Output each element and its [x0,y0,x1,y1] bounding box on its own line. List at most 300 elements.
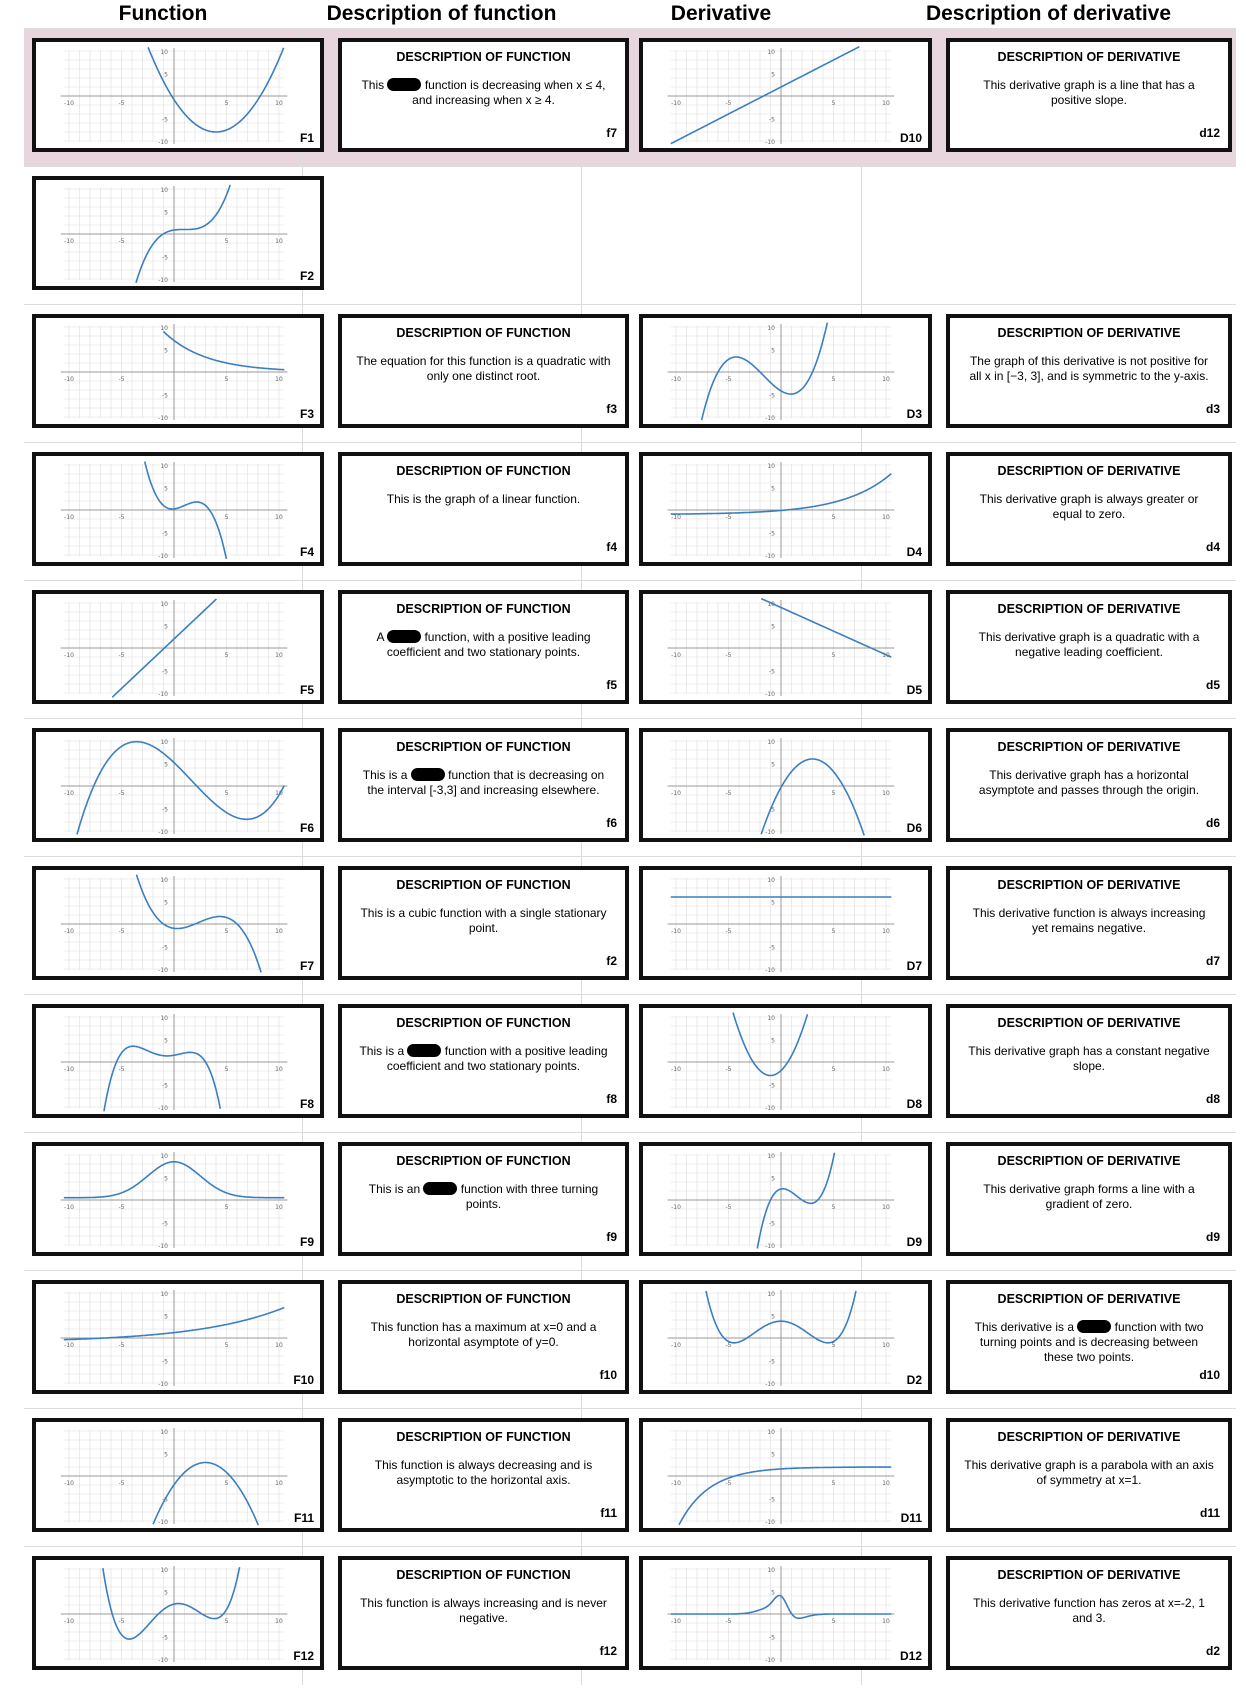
card-label: D12 [899,1649,922,1663]
tick-label: -10 [158,1381,168,1388]
derivative-card[interactable] [639,728,932,842]
card-text: This derivative function is always increasing yet remains negative. [972,906,1206,935]
derivative-card[interactable] [639,452,932,566]
tick-label: -5 [162,254,168,262]
card-label: D3 [906,407,922,421]
card-label: D7 [906,959,922,973]
card-title: DESCRIPTION OF FUNCTION [396,740,571,754]
tick-label: 5 [771,1589,775,1597]
card-text: This is a function with a positive leading coefficient and two stationary points. [359,1044,608,1073]
tick-label: 5 [771,71,775,79]
card-text: The equation for this function is a quadratic with only one distinct root. [356,354,611,383]
card-label: f7 [606,126,617,140]
table-row [24,28,1236,167]
table-row [24,1546,1236,1685]
tick-label: 5 [831,1342,836,1349]
card-label: d9 [1205,1230,1220,1244]
card-label: D4 [906,545,922,559]
tick-label: 5 [224,100,229,107]
card-label: D9 [906,1235,922,1249]
tick-label: 5 [164,761,168,769]
tick-label: -10 [671,376,681,383]
card-label: f9 [606,1230,617,1244]
tick-label: -5 [118,100,125,107]
function-card[interactable] [32,1142,324,1256]
card-label: d8 [1205,1092,1220,1106]
card-title: DESCRIPTION OF FUNCTION [396,1016,571,1030]
tick-label: -10 [64,652,74,659]
card-text: This derivative graph is a parabola with an axis of symmetry at x=1. [964,1458,1214,1487]
card-label: F11 [293,1511,314,1525]
function-graph [54,1288,294,1388]
tick-label: 5 [771,623,775,631]
function-graph [54,1564,294,1664]
derivative-card[interactable] [639,1280,932,1394]
tick-label: -5 [162,1634,168,1642]
function-card[interactable] [32,314,324,428]
derivative-description-card[interactable] [946,866,1232,980]
redaction-mark [411,768,445,781]
function-description-card[interactable] [338,1556,629,1670]
tick-label: 5 [831,100,836,107]
card-title: DESCRIPTION OF FUNCTION [396,1292,571,1306]
derivative-card[interactable] [639,38,932,152]
tick-label: -5 [725,514,732,521]
card-text: This derivative graph is a line that has a positive slope. [983,78,1195,107]
tick-label: -10 [765,1243,775,1250]
tick-label: 5 [164,71,168,79]
card-title: DESCRIPTION OF DERIVATIVE [997,1568,1181,1582]
tick-label: 5 [164,1313,168,1321]
tick-label: -10 [765,139,775,146]
tick-label: -5 [162,530,168,538]
tick-label: 5 [164,347,168,355]
card-label: F1 [299,131,314,145]
card-label: F8 [299,1097,314,1111]
function-graph [54,1426,294,1526]
tick-label: -5 [769,944,775,952]
tick-label: -10 [765,967,775,974]
table-row [24,1270,1236,1409]
tick-label: -10 [765,691,775,698]
function-graph [54,46,294,146]
tick-label: 5 [224,238,229,245]
tick-label: 5 [831,790,836,797]
tick-label: -5 [769,1634,775,1642]
tick-label: -5 [769,530,775,538]
function-description-card[interactable] [338,314,629,428]
card-title: DESCRIPTION OF FUNCTION [396,1430,571,1444]
tick-label: -5 [769,806,775,814]
derivative-description-card[interactable] [946,1280,1232,1394]
tick-label: 5 [831,514,836,521]
tick-label: 5 [771,1175,775,1183]
tick-label: 10 [275,1480,283,1487]
tick-label: 10 [882,1618,890,1625]
function-card[interactable] [32,866,324,980]
card-text: This is an function with three turning points. [368,1182,599,1211]
tick-label: 5 [164,1037,168,1045]
function-graph [54,1150,294,1250]
card-label: f6 [606,816,617,830]
tick-label: -10 [671,928,681,935]
tick-label: 10 [767,1015,775,1022]
card-text: This derivative graph has a horizontal asymptote and passes through the origin. [978,768,1200,797]
card-title: DESCRIPTION OF FUNCTION [396,464,571,478]
derivative-description-card[interactable] [946,1556,1232,1670]
tick-label: 10 [275,1066,283,1073]
tick-label: 5 [831,1618,836,1625]
tick-label: -10 [64,1204,74,1211]
tick-label: -5 [725,376,732,383]
tick-label: 10 [275,790,283,797]
tick-label: 10 [882,100,890,107]
table-row [24,442,1236,581]
tick-label: 10 [160,463,168,470]
card-text: This function is decreasing when x ≤ 4, and increasing when x ≥ 4. [361,78,606,107]
card-label: F12 [293,1649,314,1663]
tick-label: -10 [158,1243,168,1250]
card-text: This function has a maximum at x=0 and a horizontal asymptote of y=0. [370,1320,597,1349]
card-title: DESCRIPTION OF DERIVATIVE [997,740,1181,754]
tick-label: -10 [671,790,681,797]
tick-label: -10 [64,238,74,245]
card-title: DESCRIPTION OF DERIVATIVE [997,1292,1181,1306]
tick-label: 10 [767,463,775,470]
tick-label: -5 [725,1480,732,1487]
card-label: d4 [1205,540,1220,554]
table-row [24,1408,1236,1547]
tick-label: -5 [725,928,732,935]
tick-label: 5 [831,652,836,659]
tick-label: 5 [224,514,229,521]
tick-label: -10 [765,1105,775,1112]
function-card[interactable] [32,1004,324,1118]
table-row [24,580,1236,719]
tick-label: 5 [164,1451,168,1459]
card-label: f12 [599,1644,617,1658]
tick-label: -5 [162,116,168,124]
tick-label: -10 [671,1480,681,1487]
redaction-mark [423,1182,457,1195]
table-row [24,1132,1236,1271]
tick-label: 5 [771,485,775,493]
tick-label: 5 [224,1066,229,1073]
function-card[interactable] [32,452,324,566]
tick-label: 5 [831,1204,836,1211]
tick-label: 5 [831,1066,836,1073]
tick-label: -5 [162,392,168,400]
derivative-description-card[interactable] [946,452,1232,566]
derivative-graph [661,1426,901,1526]
tick-label: 10 [882,1066,890,1073]
tick-label: -5 [118,1204,125,1211]
tick-label: 5 [224,1480,229,1487]
tick-label: -5 [769,1220,775,1228]
derivative-graph [661,874,901,974]
derivative-description-card[interactable] [946,1142,1232,1256]
tick-label: -5 [769,1082,775,1090]
tick-label: -10 [671,1204,681,1211]
function-card[interactable] [32,38,324,152]
card-label: f11 [600,1506,617,1520]
tick-label: 5 [224,1618,229,1625]
tick-label: -10 [64,100,74,107]
card-text: This derivative graph is a quadratic with a negative leading coefficient. [978,630,1200,659]
card-label: f10 [599,1368,617,1382]
tick-label: -10 [158,829,168,836]
tick-label: 10 [275,238,283,245]
derivative-card[interactable] [639,1418,932,1532]
card-label: F3 [299,407,314,421]
derivative-card[interactable] [639,866,932,980]
tick-label: 5 [224,1204,229,1211]
tick-label: 10 [882,1342,890,1349]
derivative-card[interactable] [639,314,932,428]
tick-label: -5 [162,1082,168,1090]
table-row [24,856,1236,995]
tick-label: -10 [158,967,168,974]
card-title: DESCRIPTION OF DERIVATIVE [997,50,1181,64]
card-title: DESCRIPTION OF DERIVATIVE [997,878,1181,892]
tick-label: 10 [767,1429,775,1436]
tick-label: -10 [158,553,168,560]
card-text: The graph of this derivative is not positive for all x in [−3, 3], and is symmetric to the y-axis. [969,354,1209,383]
derivative-graph [661,46,901,146]
tick-label: 5 [164,1589,168,1597]
derivative-graph [661,460,901,560]
tick-label: 10 [275,514,283,521]
tick-label: 10 [160,1291,168,1298]
tick-label: 10 [160,187,168,194]
tick-label: 10 [160,877,168,884]
derivative-graph [661,1012,901,1112]
tick-label: 10 [882,928,890,935]
tick-label: 5 [771,899,775,907]
header-description-of-derivative: Description of derivative [925,2,1172,25]
card-label: d10 [1199,1368,1220,1382]
card-label: f5 [606,678,617,692]
card-title: DESCRIPTION OF FUNCTION [396,1154,571,1168]
derivative-graph [661,1564,901,1664]
tick-label: 10 [275,652,283,659]
card-title: DESCRIPTION OF DERIVATIVE [997,464,1181,478]
card-title: DESCRIPTION OF DERIVATIVE [997,1430,1181,1444]
tick-label: -10 [671,1342,681,1349]
derivative-description-card[interactable] [946,590,1232,704]
tick-label: 10 [767,739,775,746]
tick-label: -10 [64,514,74,521]
tick-label: -10 [158,1105,168,1112]
tick-label: -10 [158,691,168,698]
tick-label: -5 [118,1066,125,1073]
function-card[interactable] [32,1418,324,1532]
card-text: This is the graph of a linear function. [386,492,581,506]
tick-label: 5 [771,1313,775,1321]
curve [164,332,285,370]
tick-label: -10 [64,928,74,935]
function-description-card[interactable] [338,1142,629,1256]
tick-label: 5 [224,790,229,797]
card-text: This derivative graph forms a line with a gradient of zero. [983,1182,1195,1211]
tick-label: 5 [224,928,229,935]
function-card[interactable] [32,1556,324,1670]
card-label: f2 [606,954,617,968]
tick-label: -5 [162,944,168,952]
table-row [24,718,1236,857]
derivative-card[interactable] [639,590,932,704]
tick-label: 5 [771,347,775,355]
function-description-card[interactable] [338,1418,629,1532]
curve [702,323,828,421]
function-description-card[interactable] [338,590,629,704]
tick-label: 10 [767,601,775,608]
card-text: This function is always decreasing and is asymptotic to the horizontal axis. [374,1458,593,1487]
function-description-card[interactable] [338,452,629,566]
tick-label: -10 [765,829,775,836]
derivative-description-card[interactable] [946,1004,1232,1118]
tick-label: -10 [158,139,168,146]
tick-label: 10 [275,1342,283,1349]
derivative-description-card[interactable] [946,728,1232,842]
header-description-of-function: Description of function [326,2,557,25]
derivative-card[interactable] [639,1556,932,1670]
curve [77,742,284,835]
derivative-card[interactable] [639,1004,932,1118]
tick-label: -5 [162,806,168,814]
tick-label: 10 [882,1204,890,1211]
function-card[interactable] [32,1280,324,1394]
tick-label: 10 [767,1153,775,1160]
tick-label: -5 [725,1618,732,1625]
derivative-card[interactable] [639,1142,932,1256]
function-card[interactable] [32,176,324,290]
tick-label: 10 [882,514,890,521]
function-card[interactable] [32,728,324,842]
function-graph [54,184,294,284]
tick-label: 5 [224,1342,229,1349]
column-divider [861,167,862,305]
tick-label: -5 [162,668,168,676]
card-label: d5 [1205,678,1220,692]
table-row [24,994,1236,1133]
tick-label: 5 [771,1451,775,1459]
function-description-card[interactable] [338,1004,629,1118]
card-label: f8 [606,1092,617,1106]
tick-label: -5 [769,668,775,676]
tick-label: 10 [275,1204,283,1211]
tick-label: 10 [767,325,775,332]
card-title: DESCRIPTION OF FUNCTION [396,878,571,892]
card-label: D6 [906,821,922,835]
tick-label: -10 [671,1066,681,1073]
tick-label: 5 [771,1037,775,1045]
card-label: F10 [293,1373,314,1387]
tick-label: -5 [162,1358,168,1366]
tick-label: -10 [64,1066,74,1073]
tick-label: 10 [160,1153,168,1160]
tick-label: 10 [160,1015,168,1022]
tick-label: 10 [160,739,168,746]
tick-label: -10 [671,652,681,659]
derivative-description-card[interactable] [946,1418,1232,1532]
tick-label: -10 [158,415,168,422]
tick-label: 10 [160,325,168,332]
function-graph [54,598,294,698]
derivative-description-card[interactable] [946,38,1232,152]
tick-label: -5 [118,376,125,383]
tick-label: 5 [224,652,229,659]
tick-label: -5 [725,100,732,107]
header-derivative: Derivative [670,2,772,25]
tick-label: -10 [158,277,168,284]
function-description-card[interactable] [338,1280,629,1394]
card-label: d6 [1205,816,1220,830]
card-label: D10 [899,131,922,145]
tick-label: 5 [164,1175,168,1183]
tick-label: -5 [118,238,125,245]
tick-label: -10 [64,376,74,383]
tick-label: 10 [160,1429,168,1436]
tick-label: 10 [767,1291,775,1298]
tick-label: -10 [765,553,775,560]
tick-label: 10 [275,376,283,383]
tick-label: -10 [765,1519,775,1526]
tick-label: -5 [769,1496,775,1504]
derivative-graph [661,1150,901,1250]
tick-label: -5 [162,1496,168,1504]
tick-label: -5 [118,1480,125,1487]
card-label: F6 [299,821,314,835]
table-row [24,304,1236,443]
card-label: F2 [299,269,314,283]
tick-label: 5 [831,376,836,383]
tick-label: -10 [765,415,775,422]
card-text: This derivative is a function with two turning points and is decreasing between these two points. [974,1320,1204,1364]
tick-label: 10 [767,877,775,884]
tick-label: 10 [275,928,283,935]
function-graph [54,874,294,974]
tick-label: -10 [765,1657,775,1664]
function-graph [54,736,294,836]
function-description-card[interactable] [338,38,629,152]
tick-label: 5 [164,209,168,217]
tick-label: 5 [831,928,836,935]
derivative-description-card[interactable] [946,314,1232,428]
tick-label: 10 [882,652,890,659]
function-description-card[interactable] [338,728,629,842]
card-label: F7 [299,959,314,973]
card-text: This is a cubic function with a single stationary point. [360,906,607,935]
tick-label: -5 [769,116,775,124]
tick-label: 10 [160,601,168,608]
function-card[interactable] [32,590,324,704]
tick-label: 10 [275,100,283,107]
tick-label: -5 [118,514,125,521]
tick-label: -5 [118,790,125,797]
function-graph [54,322,294,422]
function-description-card[interactable] [338,866,629,980]
card-title: DESCRIPTION OF FUNCTION [396,1568,571,1582]
tick-label: -5 [769,1358,775,1366]
tick-label: -5 [162,1220,168,1228]
card-label: D11 [900,1511,922,1525]
tick-label: -5 [118,652,125,659]
tick-label: 5 [164,623,168,631]
function-graph [54,1012,294,1112]
tick-label: -5 [725,790,732,797]
derivative-graph [661,1288,901,1388]
